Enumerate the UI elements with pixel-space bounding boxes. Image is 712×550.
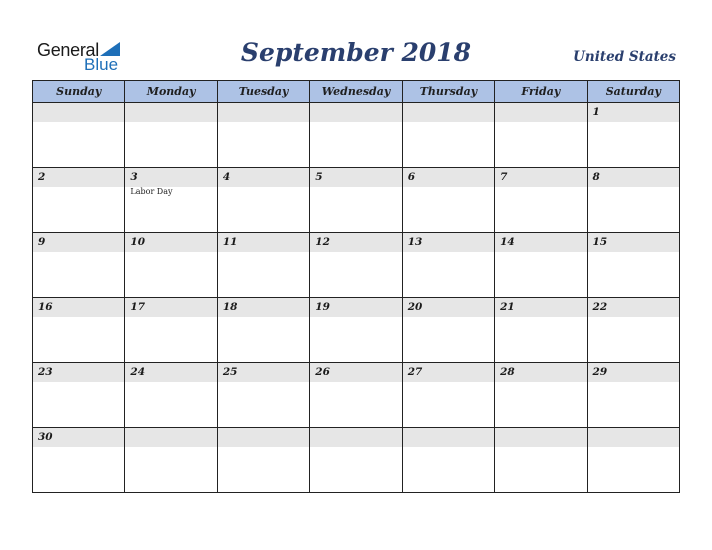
day-cell <box>310 103 402 168</box>
day-cell <box>217 103 309 168</box>
day-cell <box>217 428 309 493</box>
day-cell <box>402 363 494 428</box>
weekday-saturday: Saturday <box>587 81 679 103</box>
day-cell <box>33 168 125 233</box>
week-row <box>33 233 680 298</box>
day-cell <box>33 233 125 298</box>
day-cell <box>125 233 217 298</box>
day-cell <box>125 298 217 363</box>
weekday-thursday: Thursday <box>402 81 494 103</box>
day-number: 13 <box>407 236 423 248</box>
day-number-band <box>310 428 401 447</box>
day-number: 17 <box>130 301 146 313</box>
day-number: 18 <box>222 301 238 313</box>
day-cell <box>33 103 125 168</box>
day-number: 12 <box>315 236 330 248</box>
logo-word-general: General <box>37 40 99 60</box>
day-number: 2 <box>38 171 46 183</box>
day-number: 28 <box>500 366 515 378</box>
day-cell <box>125 103 217 168</box>
day-number: 27 <box>407 366 423 378</box>
day-number: 22 <box>592 301 608 313</box>
calendar-title: September 2018 <box>240 38 472 67</box>
day-cell <box>587 298 679 363</box>
logo-word-blue: Blue <box>84 55 119 74</box>
day-number-band <box>33 168 124 187</box>
day-cell <box>217 298 309 363</box>
day-number-band <box>218 103 309 122</box>
day-cell <box>587 363 679 428</box>
day-number: 20 <box>407 301 423 313</box>
day-cell <box>125 363 217 428</box>
day-number-band <box>588 103 679 122</box>
day-number: 30 <box>38 431 53 443</box>
day-cell <box>495 233 587 298</box>
day-cell <box>310 428 402 493</box>
week-row <box>33 363 680 428</box>
weekday-header-row <box>33 81 680 103</box>
day-cell <box>402 298 494 363</box>
day-number: 14 <box>500 236 515 248</box>
day-number: 5 <box>315 171 323 183</box>
calendar-grid <box>32 80 680 493</box>
country-label: United States <box>573 49 676 65</box>
day-number: 8 <box>592 171 600 183</box>
day-number: 16 <box>38 301 53 313</box>
day-number-band <box>495 103 586 122</box>
week-row <box>33 168 680 233</box>
day-number: 19 <box>315 301 330 313</box>
day-cell <box>587 428 679 493</box>
day-number-band <box>310 103 401 122</box>
day-number: 25 <box>222 366 238 378</box>
day-number-band <box>125 103 216 122</box>
day-number: 6 <box>407 171 415 183</box>
weekday-sunday: Sunday <box>33 81 125 103</box>
day-number: 1 <box>592 106 600 118</box>
day-number-band <box>33 233 124 252</box>
day-cell <box>33 363 125 428</box>
day-cell <box>402 168 494 233</box>
day-cell <box>495 103 587 168</box>
day-cell <box>402 103 494 168</box>
day-cell <box>217 363 309 428</box>
day-cell <box>495 363 587 428</box>
day-cell <box>495 298 587 363</box>
day-number: 7 <box>500 171 508 183</box>
day-number: 24 <box>130 366 146 378</box>
day-number: 15 <box>592 236 608 248</box>
day-cell <box>587 233 679 298</box>
day-number-band <box>403 428 494 447</box>
day-number-band <box>125 168 216 187</box>
weekday-wednesday: Wednesday <box>310 81 402 103</box>
day-number-band <box>125 428 216 447</box>
day-number: 4 <box>222 171 231 183</box>
day-number: 21 <box>500 301 515 313</box>
day-number-band <box>495 168 586 187</box>
day-cell <box>125 168 217 233</box>
day-number-band <box>33 103 124 122</box>
day-cell <box>587 103 679 168</box>
day-cell <box>33 428 125 493</box>
day-cell <box>495 168 587 233</box>
day-number: 29 <box>592 366 608 378</box>
day-number: 3 <box>130 171 138 183</box>
weekday-tuesday: Tuesday <box>217 81 309 103</box>
day-cell <box>217 233 309 298</box>
day-cell <box>402 428 494 493</box>
day-cell <box>310 233 402 298</box>
day-number: 11 <box>222 236 238 248</box>
day-number-band <box>403 168 494 187</box>
day-cell <box>217 168 309 233</box>
day-number-band <box>310 168 401 187</box>
day-cell <box>310 363 402 428</box>
day-number-band <box>218 428 309 447</box>
day-number-band <box>495 428 586 447</box>
day-cell <box>33 298 125 363</box>
day-number: 26 <box>315 366 330 378</box>
day-number: 23 <box>38 366 53 378</box>
week-row <box>33 103 680 168</box>
week-row <box>33 298 680 363</box>
week-row <box>33 428 680 493</box>
day-cell <box>495 428 587 493</box>
weekday-monday: Monday <box>125 81 217 103</box>
weekday-friday: Friday <box>495 81 587 103</box>
day-number: 10 <box>130 236 146 248</box>
day-cell <box>125 428 217 493</box>
day-cell <box>310 168 402 233</box>
day-cell <box>402 233 494 298</box>
day-number-band <box>218 168 309 187</box>
day-cell <box>587 168 679 233</box>
day-cell <box>310 298 402 363</box>
day-number-band <box>588 168 679 187</box>
day-number-band <box>588 428 679 447</box>
holiday-label: Labor Day <box>130 187 173 196</box>
day-number: 9 <box>38 236 46 248</box>
day-number-band <box>403 103 494 122</box>
